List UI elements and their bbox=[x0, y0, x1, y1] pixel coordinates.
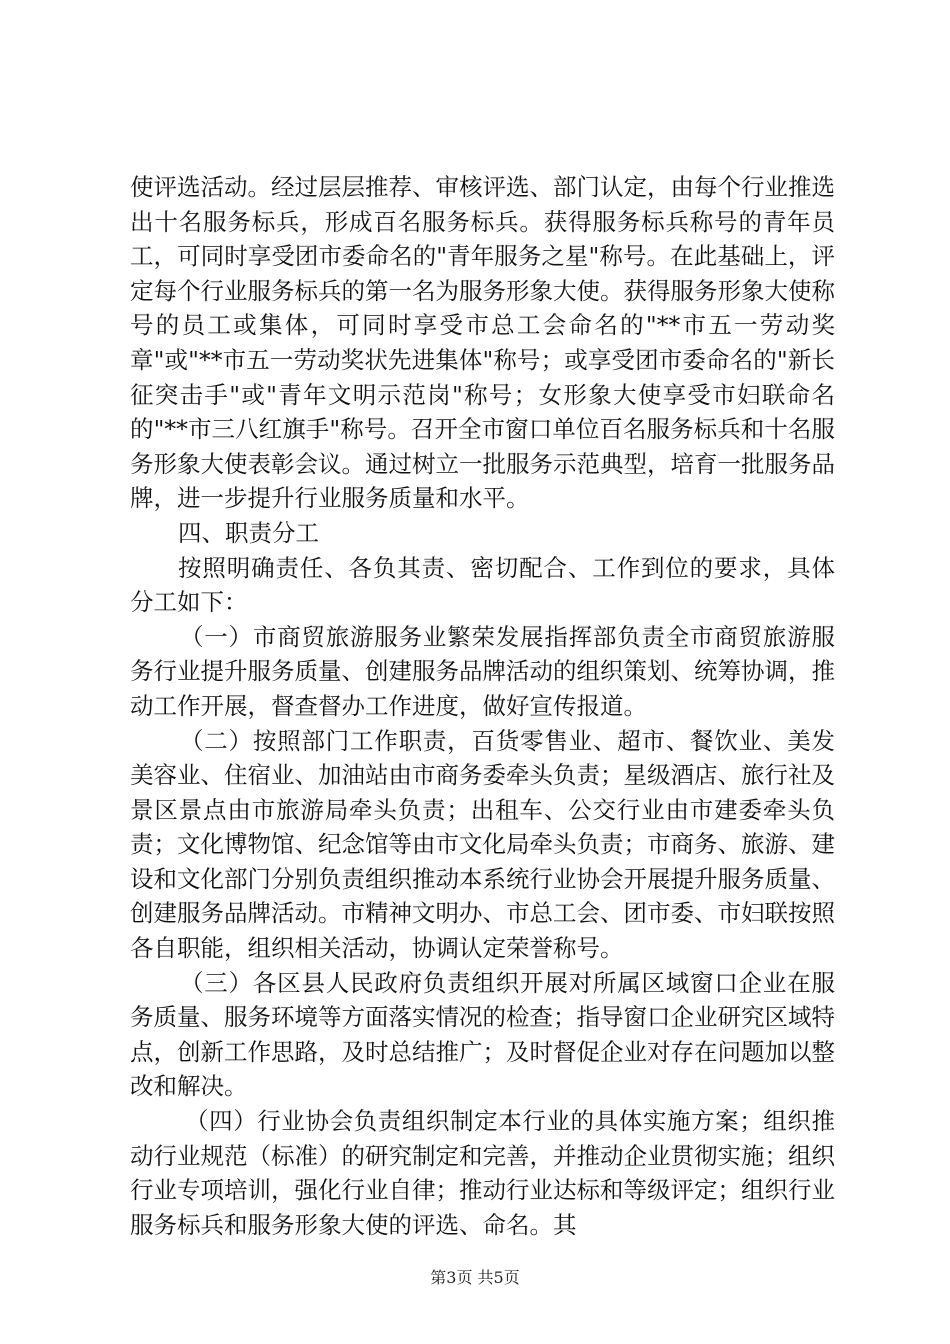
paragraph-intro: 按照明确责任、各负其责、密切配合、工作到位的要求，具体分工如下： bbox=[130, 553, 835, 617]
section-heading-duties: 四、职责分工 bbox=[178, 518, 319, 547]
paragraph-item-3: （三）各区县人民政府负责组织开展对所属区域窗口企业在服务质量、服务环境等方面落实情况的检查；指导窗口企业研究区域特点，创新工作思路，及时总结推广；及时督促企业对存在问题加以整改和解决。 bbox=[130, 968, 835, 1101]
paragraph-item-1: （一）市商贸旅游服务业繁荣发展指挥部负责全市商贸旅游服务行业提升服务质量、创建服务品牌活动的组织策划、统筹协调，推动工作开展，督查督办工作进度，做好宣传报道。 bbox=[130, 622, 835, 720]
paragraph-item-4: （四）行业协会负责组织制定本行业的具体实施方案；组织推动行业规范（标准）的研究制定和完善，并推动企业贯彻实施；组织行业专项培训，强化行业自律；推动行业达标和等级评定；组织行业服务标兵和服务形象大使的评选、命名。其 bbox=[130, 1107, 835, 1239]
document-body bbox=[130, 170, 835, 1242]
page-footer: 第3页 共5页 bbox=[430, 1268, 520, 1287]
paragraph-continuation: 使评选活动。经过层层推荐、审核评选、部门认定，由每个行业推选出十名服务标兵，形成百名服务标兵。获得服务标兵称号的青年员工，可同时享受团市委命名的"青年服务之星"称号。在此基础上，评定每个行业服务标兵的第一名为服务形象大使。获得服务形象大使称号的员工或集体，可同时享受市总工会命名的"**市五一劳动奖章"或"**市五一劳动奖状先进集体"称号；或享受团市委命名的"新长征突击手"或"青年文明示范岗"称号；女形象大使享受市妇联命名的"**市三八红旗手"称号。召开全市窗口单位百名服务标兵和十名服务形象大使表彰会议。通过树立一批服务示范典型，培育一批服务品牌，进一步提升行业服务质量和水平。 bbox=[130, 173, 835, 513]
paragraph-item-2: （二）按照部门工作职责，百货零售业、超市、餐饮业、美发美容业、住宿业、加油站由市商务委牵头负责；星级酒店、旅行社及景区景点由市旅游局牵头负责；出租车、公交行业由市建委牵头负责；文化博物馆、纪念馆等由市文化局牵头负责；市商务、旅游、建设和文化部门分别负责组织推动本系统行业协会开展提升服务质量、创建服务品牌活动。市精神文明办、市总工会、团市委、市妇联按照各自职能，组织相关活动，协调认定荣誉称号。 bbox=[130, 726, 835, 963]
